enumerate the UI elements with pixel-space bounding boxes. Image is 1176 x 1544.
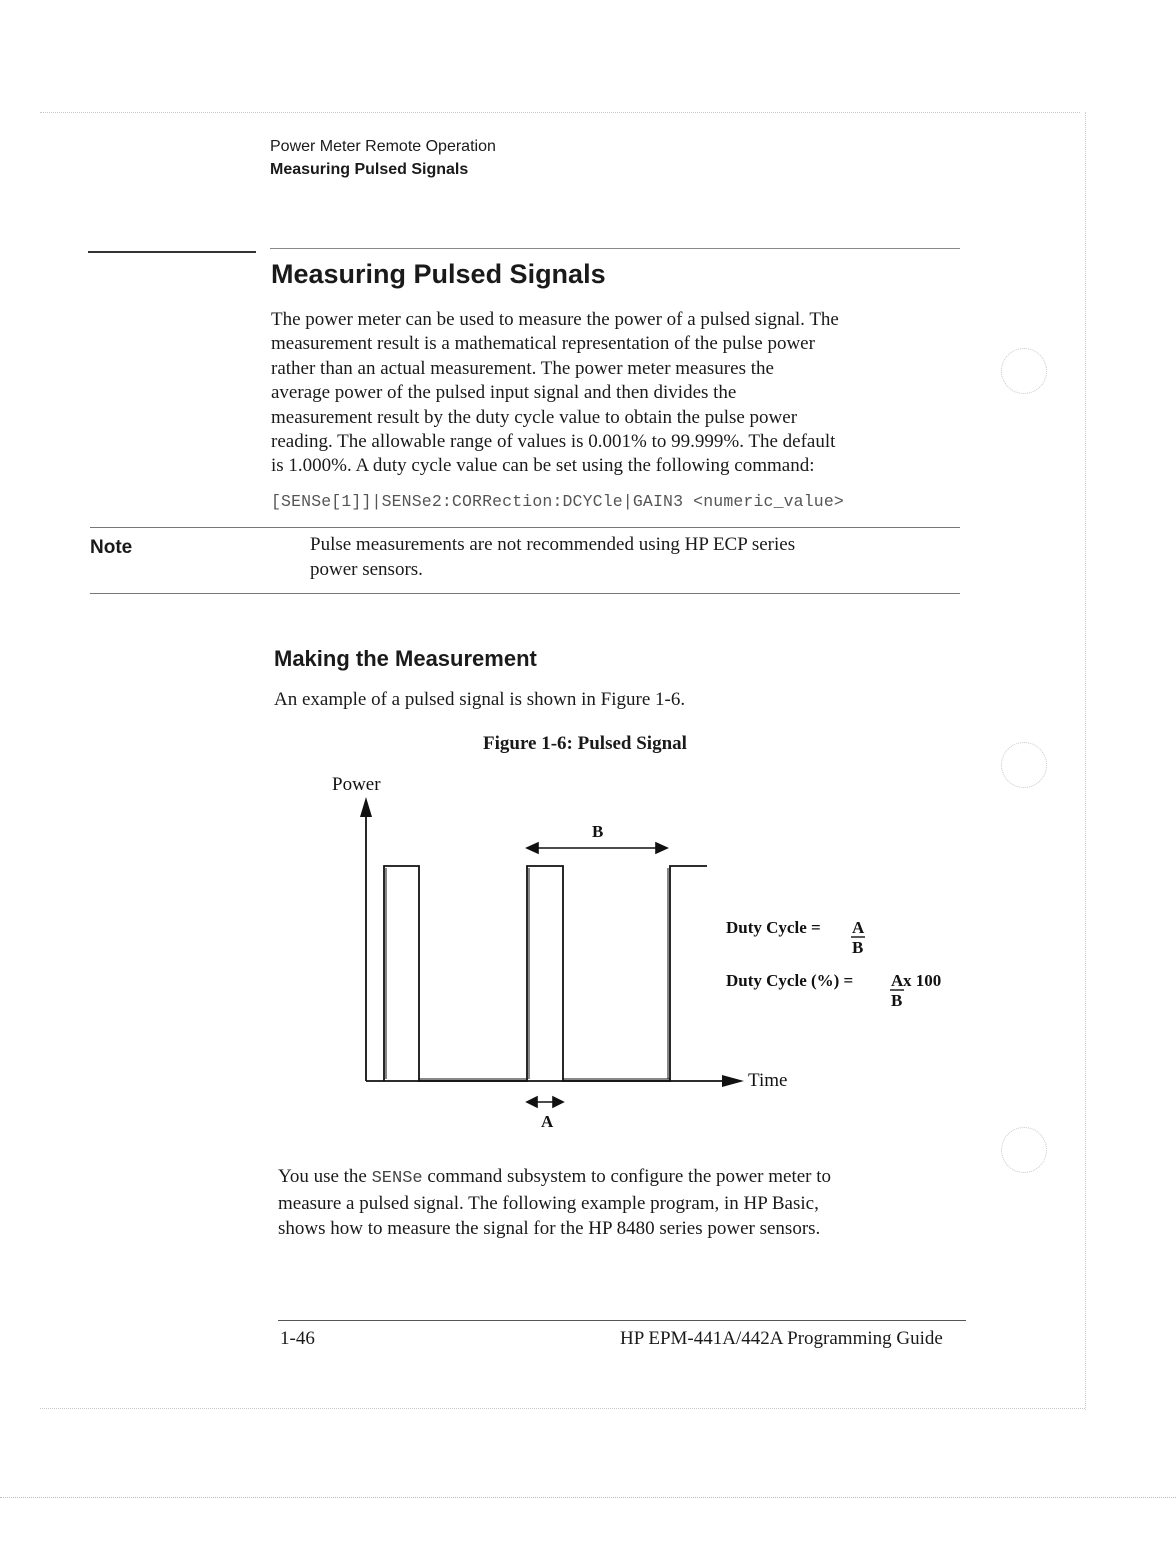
note-text: Pulse measurements are not recommended using HP ECP series power sensors. (310, 534, 796, 580)
footer-rule (278, 1320, 966, 1321)
pulse-waveform (384, 866, 707, 1081)
formula2-denominator: B (891, 991, 903, 1010)
formula1-lhs: Duty Cycle = (726, 918, 821, 937)
y-axis-arrow-icon (360, 797, 372, 817)
subsection-title: Making the Measurement (274, 646, 537, 671)
period-b-arrow-right-icon (656, 843, 667, 853)
outro-text-before: You use the (278, 1166, 372, 1187)
formula2-lhs: Duty Cycle (%) = (726, 971, 854, 990)
document-title: HP EPM-441A/442A Programming Guide (620, 1328, 943, 1349)
outro-paragraph (278, 1164, 978, 1241)
running-header-chapter: Power Meter Remote Operation (270, 138, 496, 155)
formula1-numerator: A (852, 918, 865, 937)
sense-code: SENSe (371, 1169, 423, 1188)
outro-text-after: command subsystem to configure the power meter to measure a pulsed signal. The following example program, in HP Basic, shows how to measure the signal for the HP 8480 series power sensors. (278, 1166, 832, 1239)
width-a-label: A (541, 1112, 554, 1131)
formula2-multiplier: x 100 (903, 971, 942, 990)
example-sentence: An example of a pulsed signal is shown in Figure 1-6. (274, 689, 686, 710)
figure-caption: Figure 1-6: Pulsed Signal (483, 733, 687, 754)
width-a-arrow-left-icon (527, 1097, 537, 1107)
command-syntax: [SENSe[1]]|SENSe2:CORRection:DCYCle|GAIN3 <numeric_value> (271, 492, 844, 511)
running-header-section: Measuring Pulsed Signals (270, 161, 469, 178)
width-a-arrow-right-icon (553, 1097, 563, 1107)
y-axis-label: Power (332, 774, 381, 795)
body-paragraph: The power meter can be used to measure the power of a pulsed signal. The measurement result is a mathematical representation of the pulse power rather than an actual measurement. The power meter measures the average power of the pulsed input signal and then divides the measurement result by the duty cycle value to obtain the pulse power reading. The allowable range of values is 0.001% to 99.999%. The default is 1.000%. A duty cycle value can be set using the following command: (271, 309, 839, 477)
formula2-numerator: A (891, 971, 904, 990)
period-b-arrow-left-icon (527, 843, 538, 853)
formula1-denominator: B (852, 938, 864, 957)
page-number: 1-46 (280, 1328, 315, 1349)
x-axis-arrow-icon (722, 1075, 744, 1087)
x-axis-label: Time (748, 1070, 788, 1091)
period-b-label: B (592, 822, 604, 841)
note-label: Note (90, 537, 133, 558)
section-title: Measuring Pulsed Signals (271, 259, 606, 289)
